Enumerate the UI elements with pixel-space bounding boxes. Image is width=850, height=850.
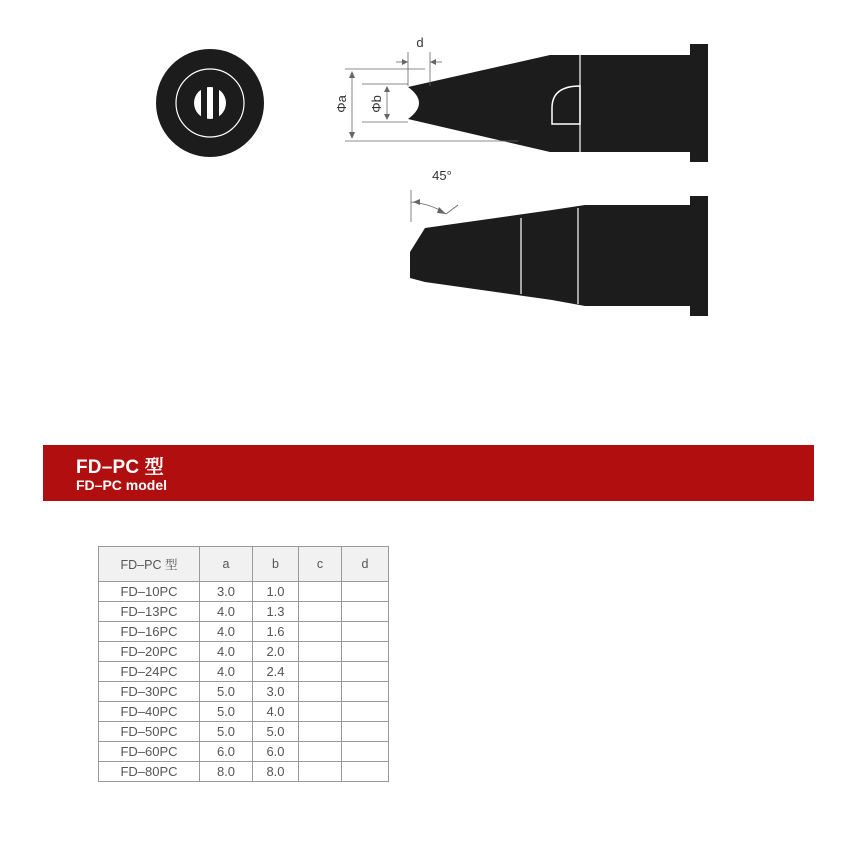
cell-b: 2.0 [253, 642, 299, 662]
tip-top-view [408, 44, 708, 162]
cell-d [342, 742, 389, 762]
cell-a: 3.0 [200, 582, 253, 602]
cell-a: 5.0 [200, 702, 253, 722]
cell-model: FD–80PC [99, 762, 200, 782]
table-row [99, 582, 389, 602]
cell-model: FD–10PC [99, 582, 200, 602]
soldering-tip-drawing [0, 0, 850, 420]
cell-b: 2.4 [253, 662, 299, 682]
cell-c [299, 722, 342, 742]
header-a: a [200, 547, 253, 582]
table-row [99, 682, 389, 702]
dimension-label-phi-b: Φb [369, 95, 384, 113]
cell-a: 4.0 [200, 642, 253, 662]
table-row [99, 742, 389, 762]
cell-c [299, 702, 342, 722]
banner-title: FD–PC 型 [76, 457, 164, 478]
cell-a: 5.0 [200, 682, 253, 702]
cell-d [342, 682, 389, 702]
cell-b: 4.0 [253, 702, 299, 722]
table-row [99, 602, 389, 622]
cell-d [342, 642, 389, 662]
cell-b: 1.6 [253, 622, 299, 642]
table-row [99, 722, 389, 742]
cell-model: FD–50PC [99, 722, 200, 742]
cell-model: FD–40PC [99, 702, 200, 722]
cell-b: 1.0 [253, 582, 299, 602]
dimension-label-phi-a: Φa [334, 95, 349, 113]
cell-a: 5.0 [200, 722, 253, 742]
cell-c [299, 622, 342, 642]
table-row [99, 642, 389, 662]
cell-a: 4.0 [200, 622, 253, 642]
table-row [99, 702, 389, 722]
cell-model: FD–13PC [99, 602, 200, 622]
cell-d [342, 622, 389, 642]
cell-d [342, 762, 389, 782]
cell-model: FD–60PC [99, 742, 200, 762]
header-d: d [342, 547, 389, 582]
header-c: c [299, 547, 342, 582]
cell-a: 4.0 [200, 662, 253, 682]
tip-end-view [156, 49, 264, 157]
cell-b: 8.0 [253, 762, 299, 782]
table-header-row [99, 547, 389, 582]
header-model: FD–PC 型 [99, 547, 200, 582]
tip-bottom-view [410, 196, 708, 316]
cell-b: 5.0 [253, 722, 299, 742]
cell-c [299, 582, 342, 602]
cell-c [299, 762, 342, 782]
banner-subtitle: FD–PC model [76, 477, 168, 493]
cell-a: 4.0 [200, 602, 253, 622]
cell-d [342, 702, 389, 722]
cell-c [299, 642, 342, 662]
cell-c [299, 682, 342, 702]
cell-d [342, 582, 389, 602]
cell-model: FD–16PC [99, 622, 200, 642]
spec-table [98, 546, 389, 782]
cell-model: FD–30PC [99, 682, 200, 702]
model-banner [43, 445, 814, 501]
cell-b: 6.0 [253, 742, 299, 762]
cell-d [342, 602, 389, 622]
cell-model: FD–24PC [99, 662, 200, 682]
cell-c [299, 662, 342, 682]
cell-a: 8.0 [200, 762, 253, 782]
header-b: b [253, 547, 299, 582]
dimension-label-d: d [416, 35, 424, 50]
cell-d [342, 722, 389, 742]
angle-annotation [411, 190, 458, 222]
cell-a: 6.0 [200, 742, 253, 762]
table-row [99, 762, 389, 782]
cell-c [299, 602, 342, 622]
table-row [99, 662, 389, 682]
cell-d [342, 662, 389, 682]
cell-c [299, 742, 342, 762]
cell-b: 1.3 [253, 602, 299, 622]
cell-b: 3.0 [253, 682, 299, 702]
angle-label: 45° [432, 168, 452, 183]
table-row [99, 622, 389, 642]
cell-model: FD–20PC [99, 642, 200, 662]
